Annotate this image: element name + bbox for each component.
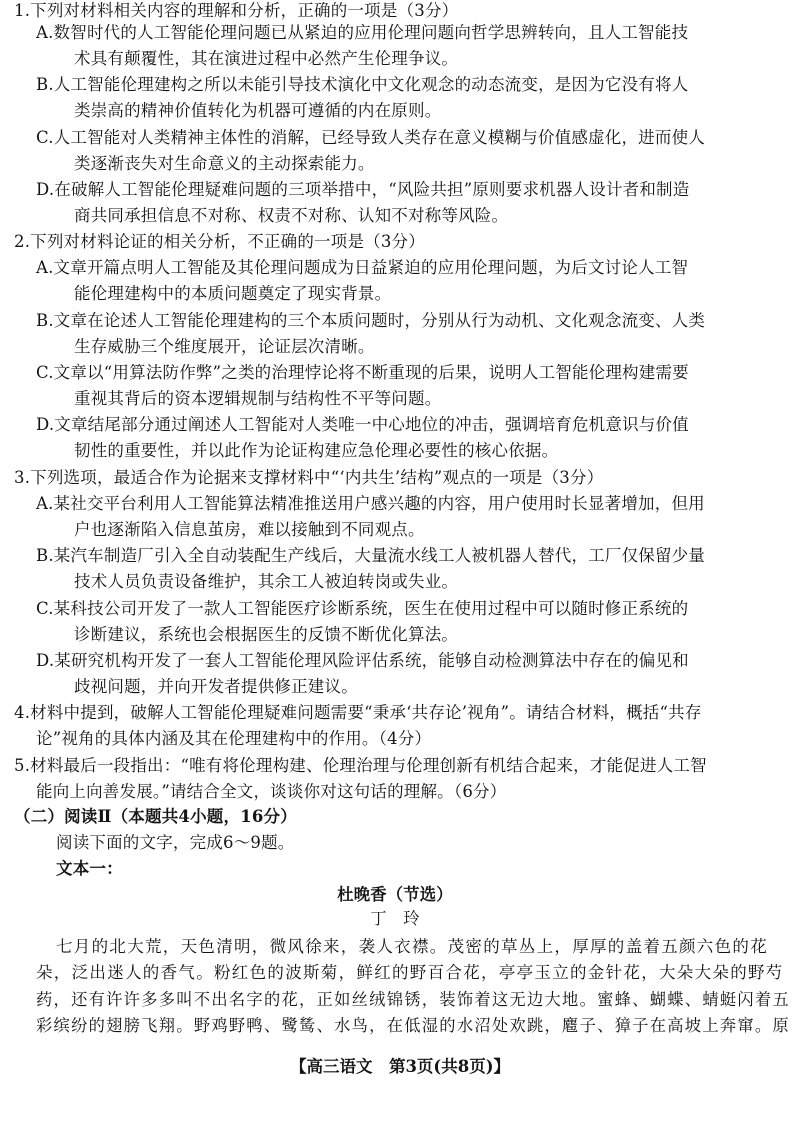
question-4-stem: 4.材料中提到，破解人工智能伦理疑难问题需要“秉承‘共存论’视角”。请结合材料，概括“共存 [14,703,702,722]
text-one-label: 文本一： [56,859,123,878]
passage-line-4: 彩缤纷的翅膀飞翔。野鸡野鸭、鹭鸶、水鸟，在低湿的水沼处欢跳，麅子、獐子在高坡上奔窜。原 [36,1016,791,1035]
question-3-stem: 3.下列选项，最适合作为论据来支撑材料中“‘内共生’结构”观点的一项是（3分） [14,468,604,487]
q3-option-a: A.某社交平台利用人工智能算法精准推送用户感兴趣的内容，用户使用时长显著增加，但用 [36,494,705,513]
q2-option-b-cont: 生存威胁三个维度展开，论证层次清晰。 [74,337,375,356]
q2-option-d: D.文章结尾部分通过阐述人工智能对人类唯一中心地位的冲击，强调培育危机意识与价值 [36,415,689,434]
q1-option-b-cont: 类崇高的精神价值转化为机器可遵循的内在原则。 [74,101,442,120]
passage-title: 杜晚香（节选） [337,885,453,904]
q3-option-c-cont: 诊断建议，系统也会根据医生的反馈不断优化算法。 [74,625,459,644]
q2-option-a: A.文章开篇点明人工智能及其伦理问题成为日益紧迫的应用伦理问题，为后文讨论人工智 [36,258,689,277]
q3-option-d: D.某研究机构开发了一套人工智能伦理风险评估系统，能够自动检测算法中存在的偏见和 [36,651,689,670]
q3-option-d-cont: 歧视问题，并向开发者提供修正建议。 [74,677,358,696]
passage-author: 丁 玲 [370,909,420,928]
q3-option-b-cont: 技术人员负责设备维护，其余工人被迫转岗或失业。 [74,572,459,591]
question-5-stem: 5.材料最后一段指出：“唯有将伦理构建、伦理治理与伦理创新有机结合起来，才能促进人工智 [14,756,707,775]
page-footer: 【高三语文 第3页(共8页)】 [289,1057,511,1076]
question-4-cont: 论”视角的具体内涵及其在伦理建构中的作用。（4分） [36,729,432,748]
q1-option-c-cont: 类逐渐丧失对生命意义的主动探索能力。 [74,154,375,173]
q1-option-c: C.人工智能对人类精神主体性的消解，已经导致人类存在意义模糊与价值感虚化，进而使人 [36,128,705,147]
q1-option-b: B.人工智能伦理建构之所以未能引导技术演化中文化观念的动态流变，是因为它没有将人 [36,75,689,94]
question-1-stem: 1.下列对材料相关内容的理解和分析，正确的一项是（3分） [14,1,459,20]
section-heading: （二）阅读Ⅱ（本题共4小题，16分） [14,807,297,826]
q2-option-d-cont: 韧性的重要性，并以此作为论证构建应急伦理必要性的核心依据。 [74,441,559,460]
passage-line-3: 药，还有许许多多叫不出名字的花，正如丝绒锦锈，装饰着这无边大地。蜜蜂、蝴蝶、蜻蜓闪着五 [36,990,791,1009]
q2-option-a-cont: 能伦理建构中的本质问题奠定了现实背景。 [74,284,392,303]
q1-option-d: D.在破解人工智能伦理疑难问题的三项举措中，“风险共担”原则要求机器人设计者和制造 [36,180,690,199]
q3-option-a-cont: 户也逐渐陷入信息茧房，难以接触到不同观点。 [74,520,425,539]
passage-line-2: 朵，泛出迷人的香气。粉红色的波斯菊，鲜红的野百合花，亭亭玉立的金针花，大朵大朵的野芍 [36,963,784,982]
q2-option-c: C.文章以“用算法防作弊”之类的治理悖论将不断重现的后果，说明人工智能伦理构建需要 [36,363,689,382]
question-5-cont: 能向上向善发展。”请结合全文，谈谈你对这句话的理解。（6分） [36,782,507,801]
q1-option-a-cont: 术具有颠覆性，其在演进过程中必然产生伦理争议。 [74,49,459,68]
question-2-stem: 2.下列对材料论证的相关分析，不正确的一项是（3分） [14,232,425,251]
q3-option-c: C.某科技公司开发了一款人工智能医疗诊断系统，医生在使用过程中可以随时修正系统的 [36,599,689,618]
section-instruction: 阅读下面的文字，完成6～9题。 [56,833,295,852]
q1-option-d-cont: 商共同承担信息不对称、权责不对称、认知不对称等风险。 [74,206,509,225]
q1-option-a: A.数智时代的人工智能伦理问题已从紧迫的应用伦理问题向哲学思辨转向，且人工智能技 [36,23,689,42]
q3-option-b: B.某汽车制造厂引入全自动装配生产线后，大量流水线工人被机器人替代，工厂仅保留少量 [36,546,706,565]
q2-option-c-cont: 重视其背后的资本逻辑规制与结构性不平等问题。 [74,389,442,408]
passage-line-1: 七月的北大荒，天色清明，微风徐来，袭人衣襟。茂密的草丛上，厚厚的盖着五颜六色的花 [56,937,768,956]
q2-option-b: B.文章在论述人工智能伦理建构的三个本质问题时，分别从行为动机、文化观念流变、人类 [36,311,706,330]
